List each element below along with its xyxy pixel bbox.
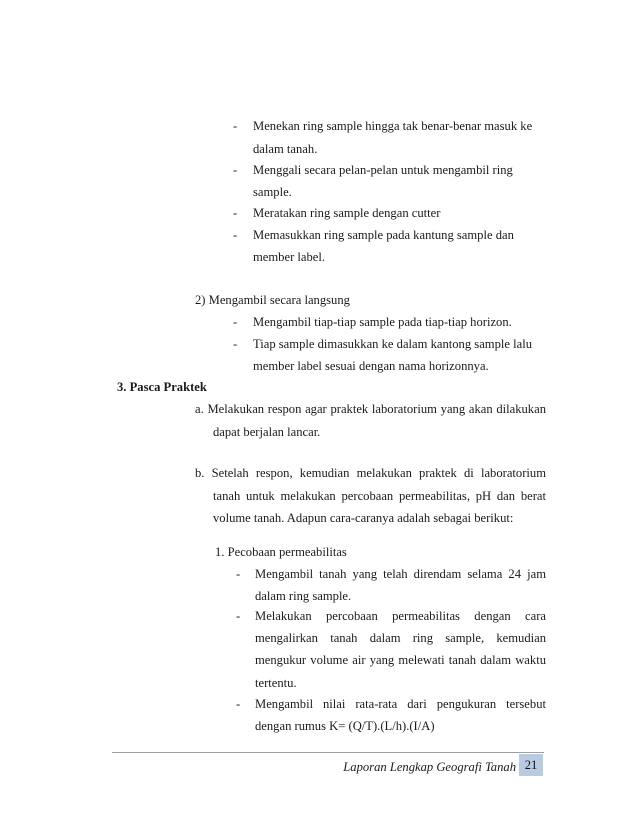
ring-step-2-line-2: sample. (253, 185, 292, 199)
perm-step-1-line-1: Mengambil tanah yang telah direndam selama 24 jam (255, 567, 546, 581)
item-b-line-2: tanah untuk melakukan percobaan permeabilitas, pH dan berat (213, 489, 546, 503)
perm-step-2-line-1: Melakukan percobaan permeabilitas dengan cara (255, 609, 546, 623)
perm-step-2-line-2: mengalirkan tanah dalam ring sample, kemudian (255, 631, 546, 645)
footer-title: Laporan Lengkap Geografi Tanah (343, 760, 516, 774)
bullet-dash: - (233, 163, 238, 177)
ring-step-3-line-1: Meratakan ring sample dengan cutter (253, 206, 441, 220)
perm-step-3-line-2: dengan rumus K= (Q/T).(L/h).(I/A) (255, 719, 435, 733)
direct-heading: 2) Mengambil secara langsung (195, 293, 350, 307)
item-a-line-2: dapat berjalan lancar. (213, 425, 321, 439)
bullet-dash: - (233, 206, 238, 220)
section-3-heading: 3. Pasca Praktek (117, 380, 207, 394)
ring-step-4-line-1: Memasukkan ring sample pada kantung sample dan (253, 228, 514, 242)
ring-step-4-line-2: member label. (253, 250, 326, 264)
direct-step-2-line-2: member label sesuai dengan nama horizonnya. (253, 359, 489, 373)
bullet-dash: - (236, 609, 241, 623)
item-b-line-3: volume tanah. Adapun cara-caranya adalah sebagai berikut: (213, 511, 514, 525)
bullet-dash: - (236, 697, 241, 711)
item-b-line-1: b. Setelah respon, kemudian melakukan praktek di laboratorium (195, 466, 546, 480)
permeability-heading: 1. Pecobaan permeabilitas (215, 545, 347, 559)
page-number: 21 (519, 754, 543, 776)
bullet-dash: - (233, 228, 238, 242)
bullet-dash: - (236, 567, 241, 581)
perm-step-1-line-2: dalam ring sample. (255, 589, 352, 603)
direct-step-2-line-1: Tiap sample dimasukkan ke dalam kantong sample lalu (253, 337, 532, 351)
direct-step-1-line-1: Mengambil tiap-tiap sample pada tiap-tiap horizon. (253, 315, 512, 329)
ring-step-2-line-1: Menggali secara pelan-pelan untuk mengambil ring (253, 163, 513, 177)
ring-step-1-line-2: dalam tanah. (253, 142, 318, 156)
ring-step-1-line-1: Menekan ring sample hingga tak benar-benar masuk ke (253, 119, 533, 133)
footer-divider (112, 752, 544, 753)
bullet-dash: - (233, 315, 238, 329)
perm-step-2-line-4: tertentu. (255, 676, 297, 690)
perm-step-3-line-1: Mengambil nilai rata-rata dari pengukuran tersebut (255, 697, 546, 711)
bullet-dash: - (233, 337, 238, 351)
bullet-dash: - (233, 119, 238, 133)
perm-step-2-line-3: mengukur volume air yang melewati tanah dalam waktu (255, 653, 546, 667)
item-a-line-1: a. Melakukan respon agar praktek laboratorium yang akan dilakukan (195, 402, 546, 416)
